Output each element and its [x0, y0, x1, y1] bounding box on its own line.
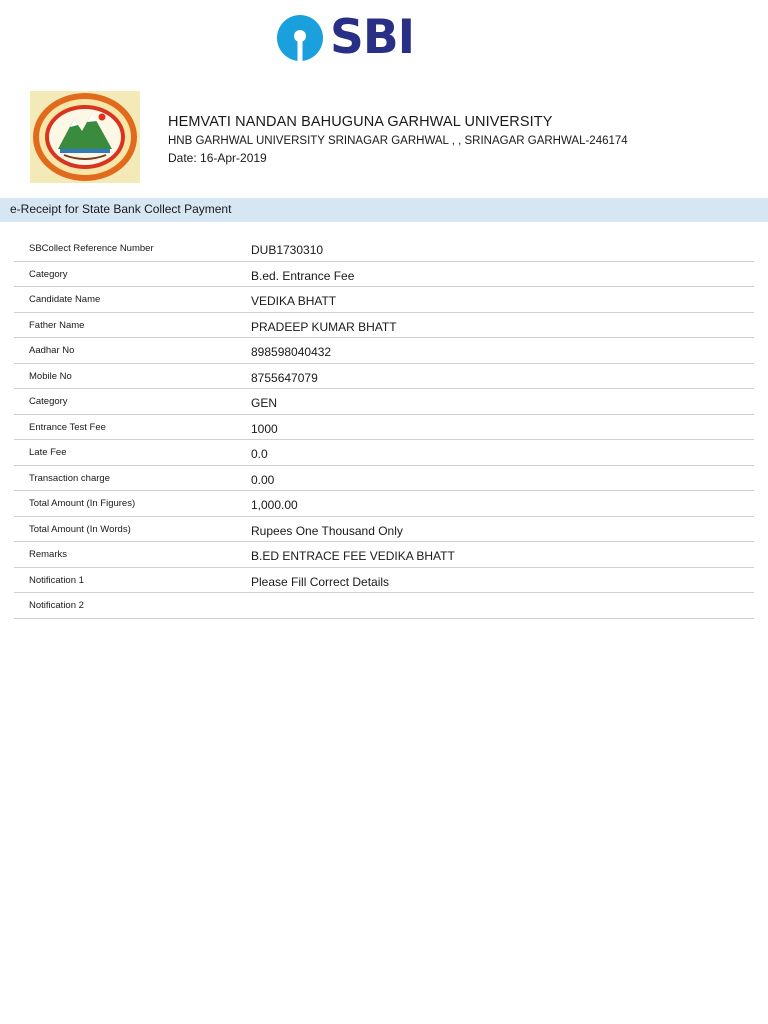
table-row	[14, 236, 754, 262]
table-row	[14, 313, 754, 339]
table-row	[14, 440, 754, 466]
table-row	[14, 491, 754, 517]
table-row	[14, 287, 754, 313]
table-row	[14, 466, 754, 492]
row-label: Total Amount (In Figures)	[29, 498, 136, 509]
row-value: Please Fill Correct Details	[251, 574, 390, 589]
row-value: 1000	[251, 421, 278, 436]
university-name: HEMVATI NANDAN BAHUGUNA GARHWAL UNIVERSITY	[168, 114, 553, 130]
receipt-date: Date: 16-Apr-2019	[168, 151, 267, 165]
row-value: 0.0	[251, 447, 268, 461]
university-emblem-icon	[30, 91, 140, 183]
table-row	[14, 593, 754, 619]
receipt-title: e-Receipt for State Bank Collect Payment	[10, 202, 232, 216]
row-label: Notification 1	[29, 574, 84, 586]
row-value: 0.00	[251, 472, 275, 487]
row-value: GEN	[251, 396, 278, 410]
sbi-wordmark: SBI	[330, 10, 415, 65]
row-label: Candidate Name	[29, 294, 101, 305]
row-label: Remarks	[29, 549, 68, 560]
table-row	[14, 338, 754, 364]
row-value: VEDIKA BHATT	[251, 294, 337, 308]
row-value: PRADEEP KUMAR BHATT	[251, 319, 397, 334]
row-label: Father Name	[29, 319, 85, 331]
row-value: Rupees One Thousand Only	[251, 523, 403, 538]
row-value: 898598040432	[251, 345, 332, 359]
row-label: Late Fee	[29, 447, 67, 458]
row-value: 8755647079	[251, 370, 318, 385]
table-row	[14, 517, 754, 543]
table-row	[14, 262, 754, 288]
table-row	[14, 568, 754, 594]
sbi-logo	[276, 10, 415, 65]
row-label: Total Amount (In Words)	[29, 523, 131, 535]
row-label: Mobile No	[29, 370, 72, 382]
row-label: Aadhar No	[29, 345, 75, 356]
table-row	[14, 364, 754, 390]
row-value: 1,000.00	[251, 498, 298, 512]
row-value: B.ED ENTRACE FEE VEDIKA BHATT	[251, 549, 455, 563]
row-label: Notification 2	[29, 600, 84, 611]
row-value: B.ed. Entrance Fee	[251, 268, 355, 283]
university-header	[168, 113, 628, 166]
row-label: Transaction charge	[29, 472, 110, 484]
table-row	[14, 389, 754, 415]
university-address: HNB GARHWAL UNIVERSITY SRINAGAR GARHWAL , , SRINAGAR GARHWAL-246174	[168, 135, 628, 147]
row-label: Entrance Test Fee	[29, 421, 106, 433]
receipt-title-bar	[0, 198, 768, 222]
row-label: Category	[29, 268, 68, 280]
sbi-keyhole-icon	[276, 14, 324, 62]
table-row	[14, 415, 754, 441]
row-label: Category	[29, 396, 68, 407]
table-row	[14, 542, 754, 568]
receipt-table	[14, 236, 754, 619]
row-value: DUB1730310	[251, 243, 324, 257]
row-label: SBCollect Reference Number	[29, 243, 154, 254]
